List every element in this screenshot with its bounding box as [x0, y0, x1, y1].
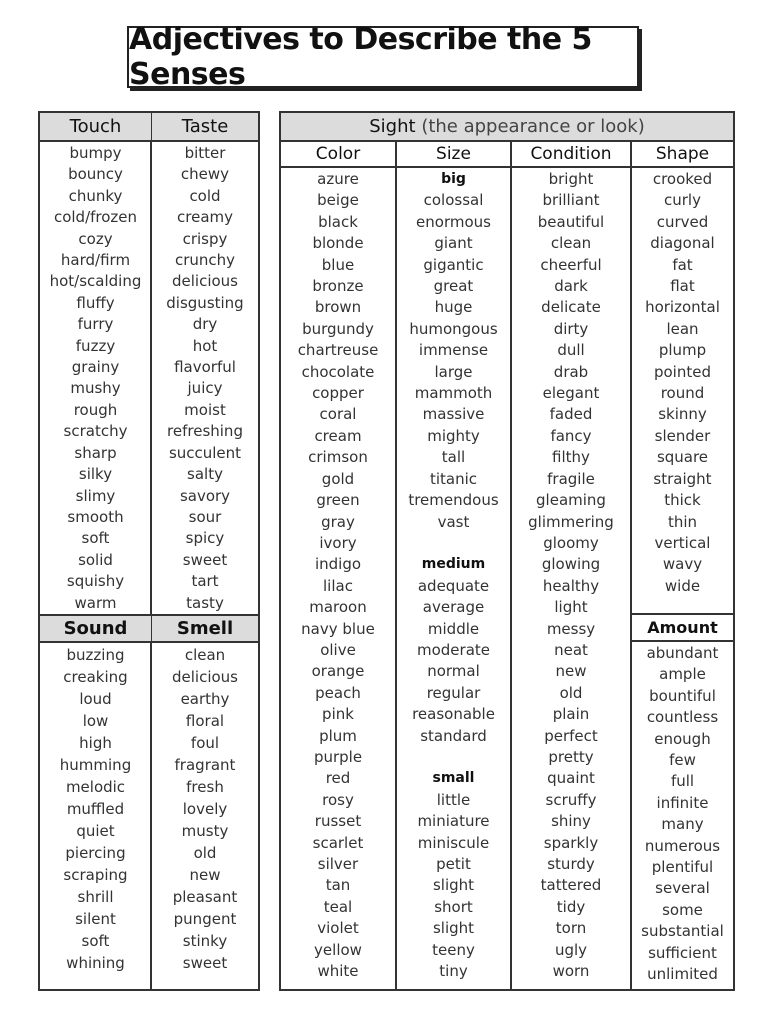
shape-word: diagonal: [650, 234, 715, 253]
shape-word: square: [656, 448, 709, 467]
shape-word: thick: [664, 491, 701, 510]
size-word: giant: [434, 234, 473, 253]
taste-word: tasty: [186, 593, 224, 612]
condition-word: quaint: [547, 769, 595, 788]
color-word: copper: [312, 384, 364, 403]
color-word: yellow: [314, 940, 362, 959]
color-word: crimson: [308, 448, 368, 467]
touch-word: smooth: [67, 507, 124, 526]
shape-word: horizontal: [645, 298, 720, 317]
sound-word: silent: [75, 910, 116, 928]
size-word: large: [434, 362, 473, 381]
smell-word: lovely: [182, 800, 228, 818]
condition-word: pretty: [548, 747, 594, 766]
condition-word: tattered: [540, 876, 602, 895]
condition-word: glowing: [541, 555, 601, 574]
size-word: teeny: [432, 940, 475, 959]
touch-word: sharp: [74, 443, 117, 462]
taste-word: sour: [188, 507, 222, 526]
size-word: gigantic: [423, 255, 484, 274]
sound-word: muffled: [66, 800, 125, 818]
condition-word: tidy: [556, 897, 586, 916]
condition-word: messy: [546, 619, 596, 638]
size-word: miniscule: [417, 833, 490, 852]
taste-word: dry: [192, 315, 218, 334]
sound-word: shrill: [77, 888, 114, 906]
sound-word: creaking: [63, 668, 128, 686]
smell-word: pungent: [173, 910, 237, 928]
condition-word: dark: [554, 277, 588, 296]
size-word: vast: [437, 512, 470, 531]
shape-word: vertical: [654, 533, 711, 552]
color-word: bronze: [312, 277, 364, 296]
condition-word: healthy: [542, 576, 600, 595]
touch-word: squishy: [66, 572, 125, 591]
sound-word: piercing: [65, 844, 126, 862]
color-word: red: [325, 769, 351, 788]
smell-word: sweet: [182, 954, 228, 972]
sound-word: high: [79, 734, 112, 752]
size-word: mammoth: [414, 384, 493, 403]
sound-word: soft: [81, 932, 110, 950]
touch-word: bouncy: [68, 165, 123, 184]
taste-word: bitter: [184, 144, 226, 162]
color-word: gray: [321, 512, 355, 531]
condition-word: plain: [552, 705, 590, 724]
taste-word: crispy: [182, 229, 228, 248]
touch-word: warm: [74, 593, 117, 612]
color-word: blue: [321, 255, 355, 274]
shape-word: plump: [658, 341, 707, 360]
smell-word: old: [193, 844, 217, 862]
condition-word: cheerful: [540, 255, 602, 274]
condition-word: worn: [552, 962, 590, 981]
condition-word: clean: [550, 234, 592, 253]
condition-word: delicate: [541, 298, 601, 317]
touch-word: bumpy: [69, 144, 122, 162]
color-word: teal: [323, 897, 353, 916]
color-word: burgundy: [302, 319, 374, 338]
title-box: [127, 22, 639, 92]
size-word: huge: [434, 298, 473, 317]
sight-header: [281, 113, 733, 142]
taste-word: tart: [191, 572, 219, 591]
taste-header: Taste: [152, 113, 258, 142]
shape-word: crooked: [652, 170, 713, 188]
touch-word: hot/scalding: [49, 272, 142, 291]
touch-word: fuzzy: [75, 336, 116, 355]
size-word: immense: [418, 341, 489, 360]
condition-word: elegant: [542, 384, 600, 403]
condition-word: sparkly: [543, 833, 599, 852]
condition-word: old: [559, 683, 583, 702]
amount-word: substantial: [641, 922, 724, 941]
sound-header: Sound: [40, 616, 151, 643]
color-word: cream: [314, 426, 362, 445]
condition-word: ugly: [554, 940, 588, 959]
smell-word: floral: [185, 712, 225, 730]
size-word: great: [433, 277, 474, 296]
color-word: blonde: [312, 234, 364, 253]
touch-word: silky: [78, 465, 113, 484]
condition-word: beautiful: [537, 212, 605, 231]
condition-word: gloomy: [543, 533, 599, 552]
touch-list: [40, 143, 151, 614]
amount-word: plentiful: [651, 858, 714, 877]
size-word: tremendous: [408, 491, 499, 510]
color-word: brown: [314, 298, 362, 317]
shape-word: lean: [666, 319, 699, 338]
touch-word: cold/frozen: [53, 208, 138, 227]
color-word: black: [318, 212, 358, 231]
condition-word: sturdy: [547, 855, 595, 873]
shape-word: wide: [664, 576, 701, 595]
shape-word: wavy: [662, 555, 703, 574]
size-word: reasonable: [412, 705, 495, 724]
sound-word: quiet: [76, 822, 115, 840]
size-word: miniature: [417, 812, 490, 831]
color-word: gold: [321, 469, 355, 488]
size-word: middle: [427, 619, 480, 638]
touch-word: mushy: [70, 379, 121, 398]
shape-word: curved: [656, 212, 709, 231]
color-word: maroon: [309, 598, 367, 617]
smell-word: musty: [181, 822, 229, 840]
amount-word: some: [662, 900, 703, 919]
smell-word: fragrant: [174, 756, 236, 774]
size-word: moderate: [416, 640, 490, 659]
size-big-label: big: [441, 171, 466, 187]
size-word: short: [434, 897, 473, 916]
condition-word: fragile: [547, 469, 595, 488]
touch-word: solid: [78, 550, 113, 569]
sight-subtitle: (the appearance or look): [421, 116, 645, 137]
color-word: russet: [314, 812, 362, 831]
condition-word: new: [555, 662, 587, 681]
taste-word: succulent: [168, 443, 242, 462]
color-word: violet: [317, 919, 359, 938]
smell-word: new: [189, 866, 221, 884]
touch-word: cozy: [78, 229, 113, 248]
taste-word: refreshing: [167, 422, 243, 441]
touch-word: soft: [81, 529, 110, 548]
size-word: enormous: [416, 212, 491, 231]
sound-word: buzzing: [66, 646, 125, 664]
color-word: navy blue: [301, 619, 375, 638]
amount-word: bountiful: [649, 686, 716, 705]
condition-word: shiny: [551, 812, 591, 831]
color-word: azure: [317, 170, 359, 188]
shape-word: round: [660, 384, 705, 403]
condition-word: gleaming: [536, 491, 606, 510]
shape-word: straight: [653, 469, 712, 488]
color-word: chocolate: [301, 362, 375, 381]
shape-word: flat: [670, 277, 695, 296]
size-word: petit: [436, 854, 471, 873]
shape-header: Shape: [632, 142, 733, 168]
amount-word: countless: [646, 708, 719, 727]
sound-word: humming: [59, 756, 132, 774]
color-word: chartreuse: [297, 341, 379, 360]
taste-word: savory: [179, 486, 231, 505]
touch-word: chunky: [68, 186, 123, 205]
shape-word: skinny: [658, 405, 707, 424]
condition-word: dull: [557, 341, 585, 360]
smell-word: stinky: [182, 932, 228, 950]
size-medium-label: medium: [421, 556, 486, 573]
color-word: ivory: [319, 533, 357, 552]
taste-word: disgusting: [166, 293, 244, 312]
size-word: tiny: [439, 962, 468, 980]
color-word: indigo: [314, 555, 362, 574]
condition-word: fancy: [550, 426, 592, 445]
shape-list: [632, 169, 733, 597]
size-word: average: [422, 598, 485, 617]
color-word: beige: [317, 191, 359, 210]
color-word: peach: [315, 683, 361, 702]
taste-word: salty: [187, 465, 223, 484]
amount-word: abundant: [646, 644, 719, 662]
left-panel: [38, 111, 260, 991]
condition-word: drab: [553, 362, 589, 381]
condition-word: bright: [548, 170, 594, 188]
touch-word: slimy: [75, 486, 116, 505]
size-list: [397, 169, 510, 982]
amount-word: ample: [659, 665, 706, 684]
amount-word: sufficient: [648, 943, 717, 962]
shape-word: slender: [654, 426, 711, 445]
size-word: slight: [432, 876, 475, 895]
condition-word: brilliant: [542, 191, 600, 210]
sound-word: low: [82, 712, 109, 730]
size-word: slight: [432, 919, 475, 938]
amount-word: infinite: [656, 793, 709, 812]
taste-word: sweet: [182, 550, 228, 569]
size-word: regular: [426, 683, 481, 702]
color-word: lilac: [323, 576, 353, 595]
size-word: mighty: [427, 426, 480, 445]
touch-word: rough: [73, 400, 118, 419]
amount-word: several: [655, 879, 710, 898]
amount-word: many: [661, 815, 704, 834]
sight-panel: [279, 111, 735, 991]
color-header: Color: [281, 142, 395, 168]
smell-word: earthy: [180, 690, 230, 708]
color-word: olive: [320, 640, 356, 659]
size-header: Size: [397, 142, 510, 168]
condition-word: torn: [555, 919, 587, 938]
color-word: orange: [311, 662, 365, 681]
smell-word: foul: [190, 734, 220, 752]
condition-list: [512, 169, 630, 982]
touch-word: furry: [77, 315, 114, 334]
condition-word: scruffy: [545, 790, 597, 809]
taste-word: creamy: [177, 208, 233, 227]
taste-word: spicy: [185, 529, 225, 548]
size-word: titanic: [429, 469, 478, 488]
condition-header: Condition: [512, 142, 630, 168]
size-word: massive: [422, 405, 485, 424]
smell-header: Smell: [152, 616, 258, 643]
sound-list: [40, 644, 151, 974]
amount-word: full: [670, 772, 695, 791]
condition-word: perfect: [544, 726, 598, 745]
taste-word: hot: [192, 336, 218, 355]
color-word: purple: [313, 747, 363, 766]
size-word: tall: [441, 448, 466, 467]
smell-word: delicious: [172, 668, 238, 686]
condition-word: neat: [554, 640, 588, 659]
sound-word: loud: [79, 690, 112, 708]
touch-word: fluffy: [76, 293, 115, 312]
size-word: adequate: [417, 576, 490, 595]
amount-word: numerous: [644, 836, 721, 855]
taste-word: delicious: [172, 272, 238, 291]
condition-word: dirty: [553, 319, 589, 338]
touch-word: scratchy: [63, 422, 128, 441]
size-word: normal: [427, 662, 480, 681]
sound-word: scraping: [63, 866, 128, 884]
taste-word: cold: [189, 186, 221, 205]
size-word: colossal: [423, 191, 484, 210]
color-word: white: [317, 962, 359, 981]
taste-list: [152, 143, 258, 614]
color-word: rosy: [322, 790, 354, 809]
size-word: little: [436, 790, 471, 809]
shape-word: pointed: [653, 362, 711, 381]
shape-word: fat: [672, 255, 693, 274]
sound-word: melodic: [65, 778, 126, 796]
page-title: Adjectives to Describe the 5 Senses: [129, 22, 592, 92]
color-list: [281, 169, 395, 982]
smell-word: clean: [184, 646, 226, 664]
color-word: pink: [322, 705, 354, 724]
condition-word: glimmering: [528, 512, 614, 531]
size-word: standard: [420, 726, 487, 745]
smell-word: pleasant: [172, 888, 238, 906]
shape-word: curly: [664, 191, 701, 210]
taste-word: chewy: [180, 165, 230, 184]
amount-word: few: [669, 751, 696, 770]
sight-title: Sight: [369, 116, 416, 137]
color-word: coral: [319, 405, 357, 424]
color-word: tan: [325, 876, 351, 895]
amount-word: enough: [654, 729, 711, 748]
touch-word: hard/firm: [60, 251, 131, 270]
taste-word: crunchy: [174, 251, 236, 270]
color-word: green: [316, 491, 360, 510]
amount-header: Amount: [632, 615, 733, 642]
touch-word: grainy: [71, 358, 120, 377]
taste-word: juicy: [187, 379, 223, 398]
sound-word: whining: [66, 954, 125, 972]
taste-word: moist: [184, 400, 226, 419]
color-word: plum: [319, 726, 357, 745]
condition-word: faded: [549, 405, 593, 424]
condition-word: filthy: [552, 448, 590, 467]
smell-word: fresh: [186, 778, 224, 796]
color-word: silver: [317, 855, 359, 873]
taste-word: flavorful: [174, 358, 236, 377]
color-word: scarlet: [312, 833, 364, 852]
condition-word: light: [554, 598, 588, 617]
size-small-label: small: [432, 770, 475, 787]
amount-list: [632, 643, 733, 986]
touch-header: Touch: [40, 113, 151, 142]
size-word: humongous: [409, 319, 498, 338]
smell-list: [152, 644, 258, 974]
shape-word: thin: [667, 512, 698, 531]
amount-word: unlimited: [647, 965, 718, 984]
